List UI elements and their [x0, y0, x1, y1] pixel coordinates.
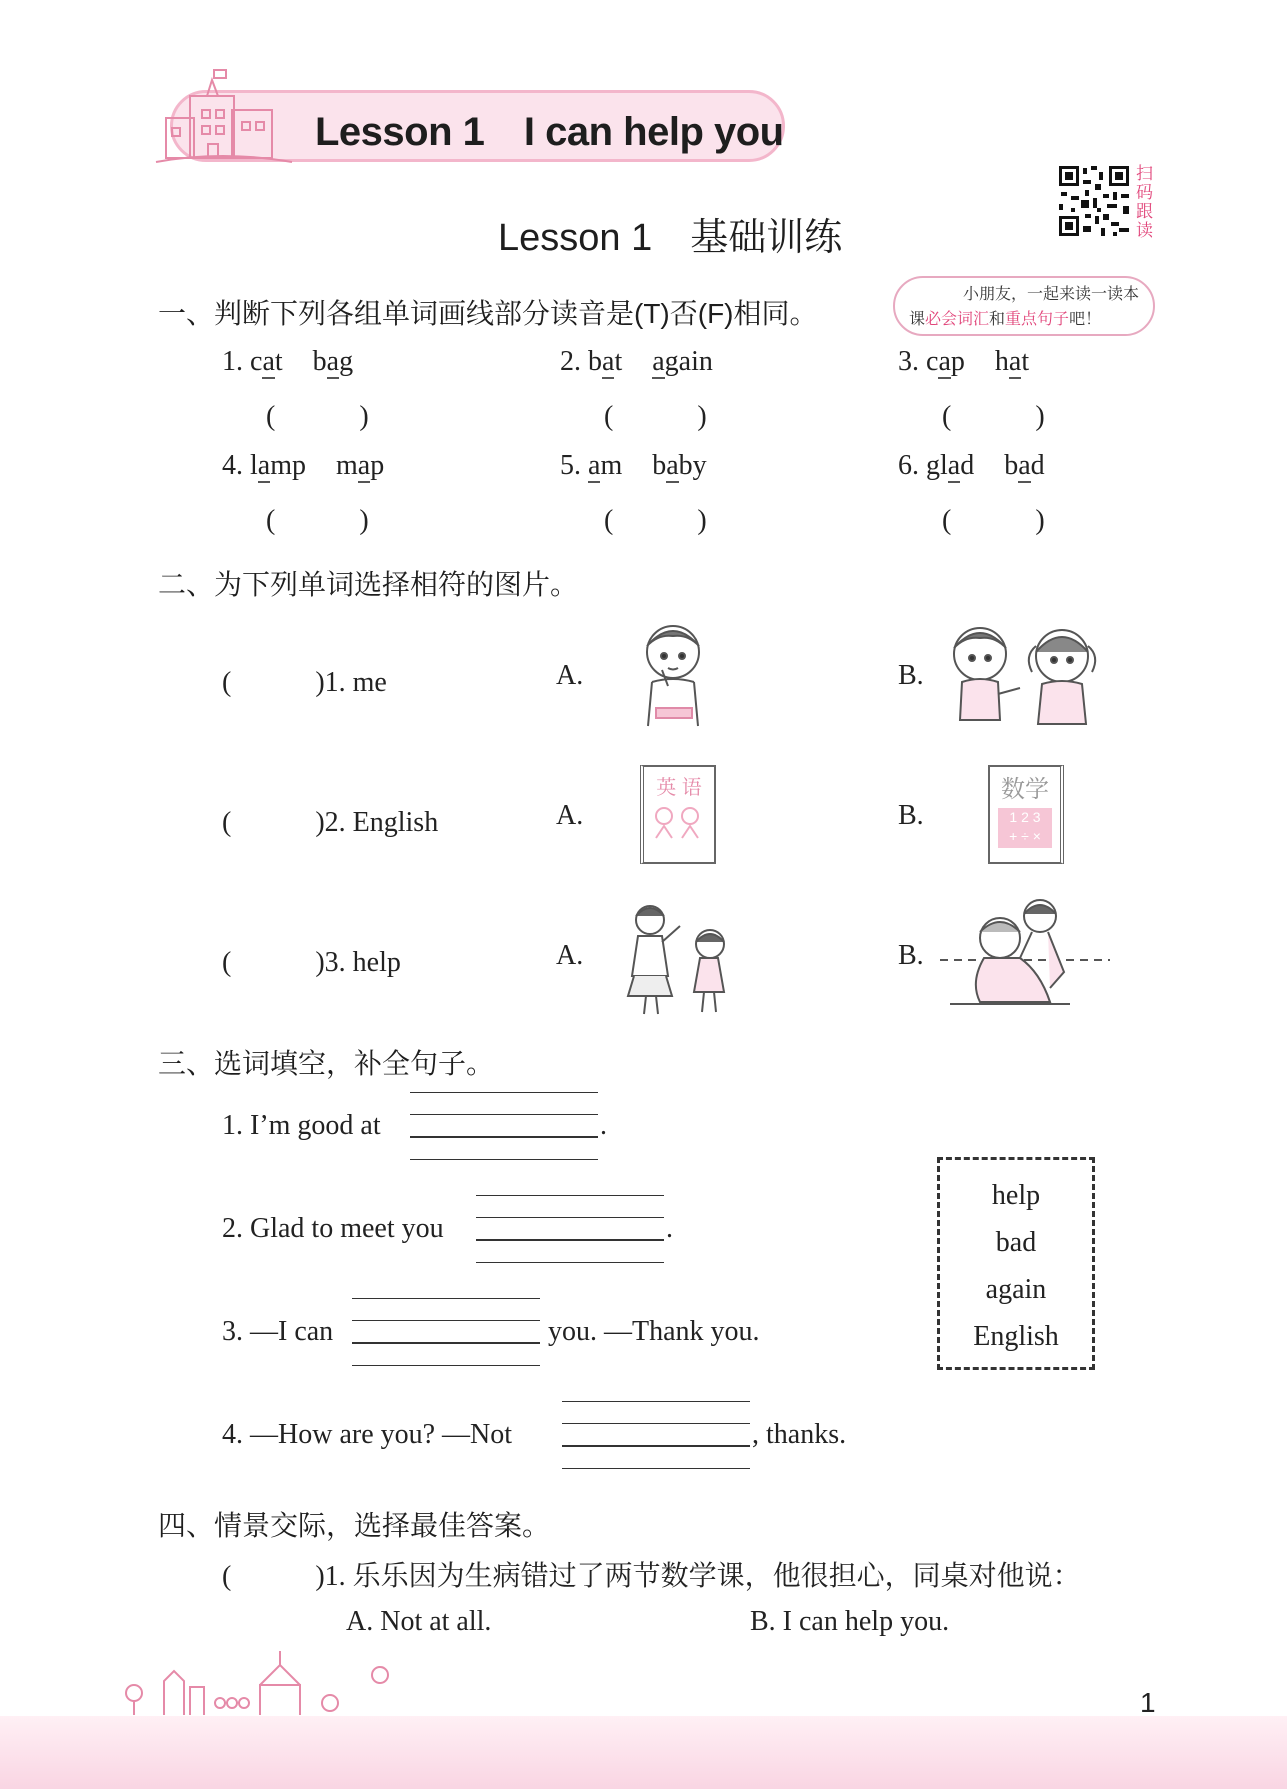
boy-and-girl-image — [940, 616, 1110, 731]
option-b-label: B. — [898, 940, 924, 971]
question-4-1-option-a: A. Not at all. — [346, 1606, 492, 1637]
option-a-label: A. — [556, 940, 584, 971]
scan-to-read-label: 扫码跟读 — [1136, 164, 1153, 240]
word-part: t — [614, 346, 623, 377]
tip-line-1: 小朋友，一起来读一读本 — [962, 286, 1139, 303]
pronunciation-item — [222, 450, 384, 482]
answer-bracket[interactable]: ( ) — [604, 505, 707, 536]
pronunciation-item — [898, 450, 1045, 482]
word-part: b — [652, 450, 667, 481]
sentence-4-prefix: 4. —How are you? —Not — [222, 1419, 513, 1450]
blank-4[interactable] — [562, 1401, 750, 1469]
sentence-2-prefix: 2. Glad to meet you — [222, 1213, 444, 1244]
section-2-title: 二、为下列单词选择相符的图片。 — [158, 569, 579, 600]
item-number: 1. — [222, 346, 243, 377]
underlined-letter: a — [262, 346, 275, 377]
underlined-letter: a — [652, 346, 665, 377]
math-book-operators: + ÷ × — [1009, 828, 1041, 844]
underlined-letter: a — [666, 450, 679, 481]
page-number: 1 — [1140, 1687, 1156, 1718]
footer-town-icon — [120, 1645, 420, 1720]
section-1-title: 一、判断下列各组单词画线部分读音是(T)否(F)相同。 — [158, 298, 818, 329]
answer-bracket[interactable]: ( ) — [604, 401, 707, 432]
underlined-letter: a — [357, 450, 371, 481]
sentence-3-suffix: you. —Thank you. — [548, 1316, 760, 1347]
underlined-letter: a — [588, 450, 601, 481]
blank-3[interactable] — [352, 1298, 540, 1366]
word-part: m — [336, 450, 358, 481]
school-building-icon — [152, 66, 302, 171]
word-part: mp — [270, 450, 306, 481]
word-bank-item: help — [991, 1180, 1041, 1211]
item-number: 4. — [222, 450, 243, 481]
lesson-header-title: Lesson 1 I can help you — [315, 110, 784, 154]
tip-highlight-sentences: 重点句子 — [1005, 311, 1070, 328]
underlined-letter: a — [257, 450, 271, 481]
woman-and-girl-image — [610, 896, 735, 1021]
word-part: d — [1030, 450, 1045, 481]
word-part: b — [588, 346, 602, 377]
option-a-label: A. — [556, 660, 584, 691]
word-part: g — [339, 346, 354, 377]
match-item-3: ( )3. help — [222, 947, 401, 978]
word-bank-box — [937, 1157, 1095, 1370]
word-part: t — [1021, 346, 1030, 377]
word-part: m — [600, 450, 623, 481]
answer-bracket[interactable]: ( ) — [942, 401, 1045, 432]
pronunciation-item — [560, 346, 713, 378]
word-part: c — [250, 346, 263, 377]
english-book-image — [640, 765, 716, 864]
word-part: h — [994, 346, 1009, 377]
word-part: p — [950, 346, 965, 377]
sentence-1-prefix: 1. I’m good at — [222, 1110, 381, 1141]
tip-text: 课 — [909, 311, 926, 328]
footer-band — [0, 1716, 1287, 1789]
underlined-letter: a — [326, 346, 340, 377]
item-number: 3. — [898, 346, 919, 377]
word-part: by — [678, 450, 707, 481]
sentence-4-suffix: , thanks. — [752, 1419, 847, 1450]
answer-bracket[interactable]: ( ) — [942, 505, 1045, 536]
math-book-cover — [998, 808, 1052, 848]
tip-bubble — [893, 276, 1155, 336]
word-part: l — [250, 450, 258, 481]
word-bank-item: bad — [995, 1227, 1037, 1258]
word-bank-item: again — [985, 1274, 1047, 1305]
word-bank-item: English — [973, 1321, 1059, 1352]
word-part: p — [370, 450, 385, 481]
tip-text: 和 — [989, 311, 1006, 328]
english-book-title: 英 语 — [656, 777, 702, 799]
pronunciation-item — [222, 346, 353, 378]
math-book-title: 数学 — [1001, 776, 1049, 803]
section-3-title: 三、选词填空，补全句子。 — [158, 1048, 495, 1079]
option-b-label: B. — [898, 660, 924, 691]
word-part: gl — [926, 450, 948, 481]
boy-pointing-self-image — [628, 616, 718, 731]
item-number: 2. — [560, 346, 581, 377]
question-4-1-option-b: B. I can help you. — [750, 1606, 950, 1637]
tip-text: 吧！ — [1069, 311, 1102, 328]
underlined-letter: a — [1018, 450, 1031, 481]
blank-1[interactable] — [410, 1092, 598, 1160]
sentence-2-suffix: . — [666, 1213, 673, 1244]
book-kids-icon — [644, 800, 710, 850]
item-number: 6. — [898, 450, 919, 481]
word-part: b — [1004, 450, 1019, 481]
sentence-3-prefix: 3. —I can — [222, 1316, 334, 1347]
pronunciation-item — [898, 346, 1029, 378]
boy-helping-grandma-image — [940, 892, 1110, 1020]
tip-highlight-vocab: 必会词汇 — [925, 311, 990, 328]
qr-code-icon[interactable] — [1057, 164, 1131, 238]
item-number: 5. — [560, 450, 581, 481]
answer-bracket[interactable]: ( ) — [266, 505, 369, 536]
tip-line-2 — [909, 307, 1139, 332]
word-part: c — [926, 346, 939, 377]
underlined-letter: a — [938, 346, 951, 377]
option-a-label: A. — [556, 800, 584, 831]
pronunciation-item — [560, 450, 707, 482]
math-book-image — [988, 765, 1064, 864]
underlined-letter: a — [602, 346, 615, 377]
section-4-title: 四、情景交际，选择最佳答案。 — [158, 1510, 551, 1541]
word-part: d — [960, 450, 975, 481]
word-part: b — [312, 346, 327, 377]
blank-2[interactable] — [476, 1195, 664, 1263]
underlined-letter: a — [947, 450, 961, 481]
word-part: t — [274, 346, 283, 377]
answer-bracket[interactable]: ( ) — [266, 401, 369, 432]
page-subtitle: Lesson 1 基础训练 — [498, 217, 843, 259]
match-item-1: ( )1. me — [222, 667, 387, 698]
question-4-1: ( )1. 乐乐因为生病错过了两节数学课，他很担心，同桌对他说： — [222, 1561, 1081, 1592]
math-book-numbers: 1 2 3 — [1009, 809, 1041, 825]
underlined-letter: a — [1008, 346, 1022, 377]
sentence-1-suffix: . — [600, 1110, 607, 1141]
option-b-label: B. — [898, 800, 924, 831]
match-item-2: ( )2. English — [222, 807, 439, 838]
word-part: gain — [664, 346, 713, 377]
